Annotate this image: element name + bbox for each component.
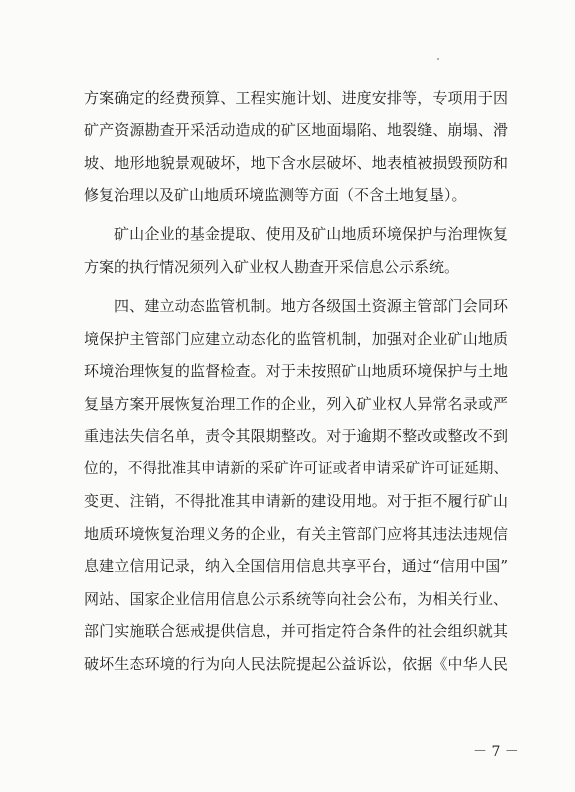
body-line-5: 矿山企业的基金提取、使用及矿山地质环境保护与治理恢复 [114,225,508,243]
body-line-16: 网站、国家企业信用信息公示系统等向社会公布，为相关行业、 [84,590,508,608]
body-line-13: 变更、注销，不得批准其申请新的建设用地。对于拒不履行矿山 [84,492,508,510]
body-line-2: 矿产资源勘查开采活动造成的矿区地面塌陷、地裂缝、崩塌、滑 [84,121,508,139]
body-line-8: 境保护主管部门应建立动态化的监管机制，加强对企业矿山地质 [84,330,508,348]
body-line-4: 修复治理以及矿山地质环境监测等方面（不含土地复垦）。 [84,186,467,204]
body-line-10: 复垦方案开展恢复治理工作的企业，列入矿业权人异常名录或严 [84,395,508,413]
scan-speck [437,58,439,60]
body-line-17: 部门实施联合惩戒提供信息，并可指定符合条件的社会组织就其 [84,622,508,640]
body-line-1: 方案确定的经费预算、工程实施计划、进度安排等，专项用于因 [84,89,508,107]
body-line-15: 息建立信用记录，纳入全国信用信息共享平台，通过“信用中国” [84,557,508,575]
body-line-11: 重违法失信名单，责令其限期整改。对于逾期不整改或整改不到 [84,427,508,445]
body-line-3: 坡、地形地貌景观破坏，地下含水层破坏、地表植被损毁预防和 [84,154,508,172]
body-line-18: 破坏生态环境的行为向人民法院提起公益诉讼，依据《中华人民 [84,655,508,673]
body-line-14: 地质环境恢复治理义务的企业，有关主管部门应将其违法违规信 [84,525,508,543]
body-line-6: 方案的执行情况须列入矿业权人勘查开采信息公示系统。 [84,258,460,276]
body-line-9: 环境治理恢复的监督检查。对于未按照矿山地质环境保护与土地 [84,362,508,380]
page-number: － 7 － [473,744,519,760]
body-line-12: 位的，不得批准其申请新的采矿许可证或者申请采矿许可证延期、 [84,461,508,477]
body-line-7: 四、建立动态监管机制。地方各级国土资源主管部门会同环 [114,297,508,315]
